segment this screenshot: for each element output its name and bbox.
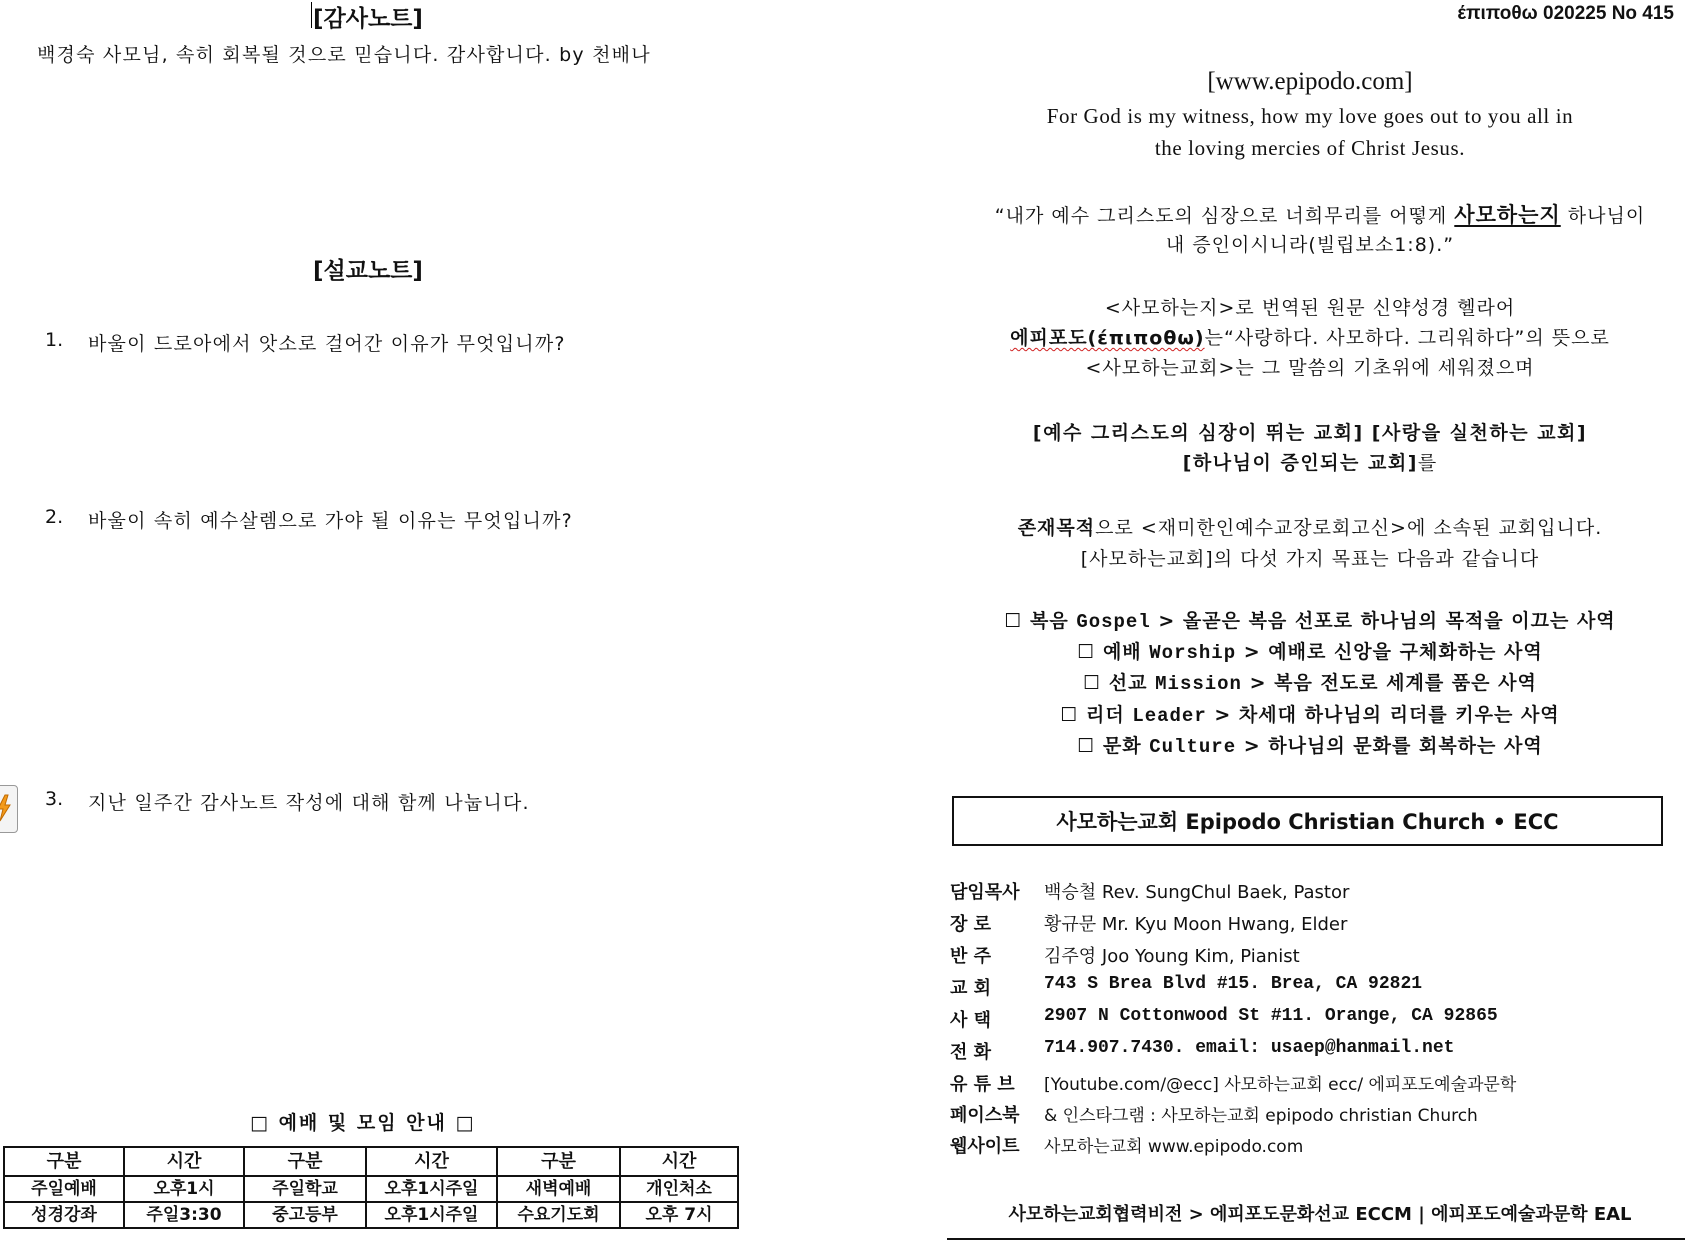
- issue-number: έπιποθω 020225 No 415: [1457, 3, 1674, 24]
- goal-korean: 복음: [1029, 610, 1069, 632]
- text-cursor: [311, 2, 312, 28]
- verse-emphasis: 사모하는지: [1454, 203, 1561, 227]
- church-name-box: [952, 796, 1663, 846]
- goal-korean: 예배: [1102, 641, 1142, 663]
- schedule-cell: 성경강좌: [4, 1202, 124, 1228]
- goal-item: ☐ 리더 Leader > 차세대 하나님의 리더를 키우는 사역: [1060, 704, 1560, 727]
- info-key: 전 화: [950, 1042, 992, 1063]
- existence-text: 으로 <재미한인예수교장로회고신>에 소속된 교회입니다.: [1095, 517, 1603, 539]
- church-name: 사모하는교회 Epipodo Christian Church • ECC: [1056, 810, 1559, 834]
- sermon-heading: [설교노트]: [313, 258, 423, 284]
- origin-line-3: <사모하는교회>는 그 말씀의 기초위에 세워졌으며: [1085, 357, 1535, 379]
- schedule-cell: 수요기도회: [497, 1202, 620, 1228]
- gratitude-note: 백경숙 사모님, 속히 회복될 것으로 믿습니다. 감사합니다. by 천배나: [37, 44, 651, 66]
- origin-line-2: [950, 323, 1670, 350]
- schedule-table: [3, 1146, 739, 1229]
- question-2-number: 2.: [45, 506, 64, 528]
- goal-english: Leader: [1132, 705, 1207, 727]
- schedule-cell: 개인처소: [620, 1176, 738, 1202]
- schedule-cell: 주일학교: [244, 1176, 366, 1202]
- goal-item: ☐ 선교 Mission > 복음 전도로 세계를 품은 사역: [1083, 672, 1537, 695]
- goal-item: ☐ 문화 Culture > 하나님의 문화를 회복하는 사역: [1077, 735, 1543, 758]
- info-value: 743 S Brea Blvd #15. Brea, CA 92821: [1044, 974, 1423, 994]
- checkbox-icon: ☐: [1060, 704, 1086, 726]
- schedule-header-cell: 구분: [244, 1147, 366, 1176]
- gratitude-heading: [감사노트]: [313, 6, 423, 32]
- verse-korean-part: “내가 예수 그리스도의 심장으로 너희무리를 어떻게: [994, 205, 1455, 227]
- goal-english: Worship: [1149, 642, 1237, 664]
- verse-korean-part: 하나님이: [1560, 205, 1646, 227]
- goal-description: 예배로 신앙을 구체화하는 사역: [1268, 641, 1543, 663]
- info-value: 김주영 Joo Young Kim, Pianist: [1044, 946, 1300, 967]
- schedule-header-cell: 구분: [4, 1147, 124, 1176]
- schedule-cell: 오후1시주일: [366, 1202, 497, 1228]
- schedule-cell: 주일예배: [4, 1176, 124, 1202]
- goal-description: 복음 전도로 세계를 품은 사역: [1274, 672, 1537, 694]
- checkbox-icon: ☐: [1004, 610, 1030, 632]
- origin-line-1: <사모하는지>로 번역된 원문 신약성경 헬라어: [1104, 297, 1516, 319]
- verse-english-line-1: For God is my witness, how my love goes out to you all in: [1046, 104, 1574, 128]
- info-key: 담임목사: [950, 882, 1020, 903]
- schedule-title: □ 예배 및 모임 안내 □: [250, 1112, 476, 1134]
- schedule-cell: 오후 7시: [620, 1202, 738, 1228]
- schedule-cell: 새벽예배: [497, 1176, 620, 1202]
- schedule-cell: 주일3:30: [124, 1202, 244, 1228]
- motto-line-1: [예수 그리스도의 심장이 뛰는 교회] [사랑을 실천하는 교회]: [1032, 422, 1588, 444]
- goal-description: 하나님의 문화를 회복하는 사역: [1268, 735, 1543, 757]
- checkbox-icon: ☐: [1083, 672, 1109, 694]
- existence-emphasis: 존재목적: [1017, 517, 1096, 539]
- vision-line: 사모하는교회협력비전 > 에피포도문화선교 ECCM | 에피포도예술과문학 EAL: [1008, 1204, 1632, 1225]
- motto-line-2: [950, 448, 1670, 475]
- goal-item: ☐ 예배 Worship > 예배로 신앙을 구체화하는 사역: [1077, 641, 1543, 664]
- checkbox-icon: ☐: [1077, 641, 1103, 663]
- question-1-number: 1.: [45, 329, 64, 351]
- info-value: 2907 N Cottonwood St #11. Orange, CA 92865: [1044, 1006, 1498, 1026]
- goal-english: Gospel: [1076, 611, 1151, 633]
- schedule-cell: 중고등부: [244, 1202, 366, 1228]
- goal-korean: 문화: [1102, 735, 1142, 757]
- website-heading: [www.epipodo.com]: [1207, 68, 1413, 95]
- question-2-text: 바울이 속히 예수살렘으로 가야 될 이유는 무엇입니까?: [88, 510, 573, 532]
- motto-emphasis: [하나님이 증인되는 교회]: [1182, 452, 1418, 474]
- existence-line-1: [950, 513, 1670, 540]
- info-key: 장 로: [950, 914, 992, 935]
- info-key: 유 튜 브: [950, 1074, 1015, 1095]
- question-3-number: 3.: [45, 788, 64, 810]
- question-3-text: 지난 일주간 감사노트 작성에 대해 함께 나눕니다.: [88, 792, 530, 814]
- info-value: 사모하는교회 www.epipodo.com: [1044, 1137, 1304, 1157]
- origin-text: 는“사랑하다. 사모하다. 그리워하다”의 뜻으로: [1204, 327, 1610, 349]
- epipodo-term: 에피포도(έπιποθω): [1010, 327, 1205, 349]
- info-value: [Youtube.com/@ecc] 사모하는교회 ecc/ 에피포도예술과문학: [1044, 1075, 1517, 1095]
- table-row: [4, 1202, 738, 1228]
- goal-description: 올곧은 복음 선포로 하나님의 목적을 이끄는 사역: [1182, 610, 1616, 632]
- info-value: & 인스타그램 : 사모하는교회 epipodo christian Church: [1044, 1106, 1478, 1126]
- goal-english: Culture: [1149, 736, 1237, 758]
- side-panel-tab[interactable]: [0, 785, 18, 833]
- info-key: 페이스북: [950, 1105, 1020, 1126]
- table-row: [4, 1176, 738, 1202]
- schedule-cell: 오후1시: [124, 1176, 244, 1202]
- info-key: 교 회: [950, 978, 992, 999]
- goal-korean: 리더: [1085, 704, 1125, 726]
- verse-english-line-2: the loving mercies of Christ Jesus.: [1154, 136, 1466, 160]
- lightning-icon: [0, 794, 13, 822]
- goal-korean: 선교: [1108, 672, 1148, 694]
- info-key: 웹사이트: [950, 1136, 1020, 1157]
- checkbox-icon: ☐: [1077, 735, 1103, 757]
- goal-item: ☐ 복음 Gospel > 올곧은 복음 선포로 하나님의 목적을 이끄는 사역: [1004, 610, 1616, 633]
- schedule-header-cell: 구분: [497, 1147, 620, 1176]
- info-value: 황규문 Mr. Kyu Moon Hwang, Elder: [1044, 914, 1348, 935]
- info-key: 사 택: [950, 1010, 992, 1031]
- existence-line-2: [사모하는교회]의 다섯 가지 목표는 다음과 같습니다: [1080, 548, 1540, 570]
- goal-english: Mission: [1155, 673, 1242, 695]
- goal-description: 차세대 하나님의 리더를 키우는 사역: [1238, 704, 1560, 726]
- info-value: 백승철 Rev. SungChul Baek, Pastor: [1044, 882, 1350, 903]
- info-key: 반 주: [950, 946, 992, 967]
- motto-suffix: 를: [1417, 452, 1438, 474]
- schedule-cell: 오후1시주일: [366, 1176, 497, 1202]
- schedule-header-cell: 시간: [366, 1147, 497, 1176]
- info-value: 714.907.7430. email: usaep@hanmail.net: [1044, 1038, 1455, 1058]
- schedule-header-cell: 시간: [620, 1147, 738, 1176]
- question-1-text: 바울이 드로아에서 앗소로 걸어간 이유가 무엇입니까?: [88, 333, 566, 355]
- verse-korean-line-2: 내 증인이시니라(빌립보소1:8).”: [1165, 234, 1455, 256]
- verse-korean-line-1: [950, 199, 1690, 229]
- schedule-header-row: [4, 1147, 738, 1176]
- schedule-header-cell: 시간: [124, 1147, 244, 1176]
